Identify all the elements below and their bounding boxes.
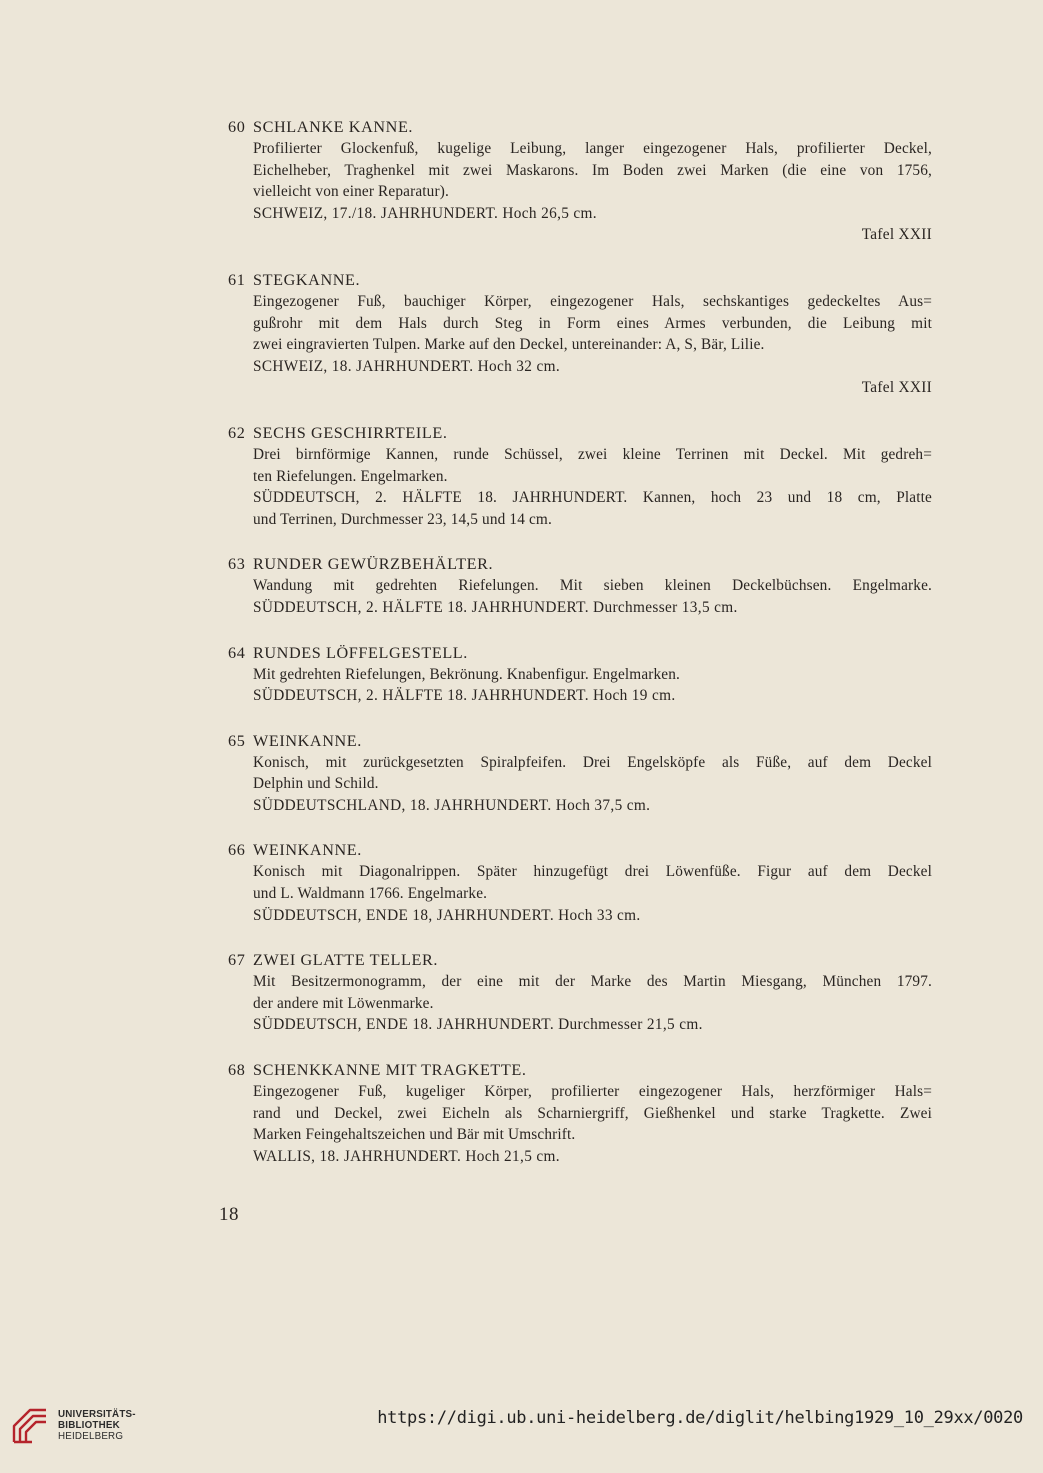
entry-title: SCHLANKE KANNE.: [253, 118, 414, 136]
entry-description-line: zwei eingravierten Tulpen. Marke auf den Deckel, untereinander: A, S, Bär, Lilie.: [253, 336, 765, 354]
catalog-entries: [228, 116, 932, 1190]
catalog-entry-66: [228, 839, 932, 926]
entry-number: 67: [228, 951, 246, 970]
entry-description-line: Drei birnförmige Kannen, runde Schüssel, zwei kleine Terrinen mit Deckel. Mit gedreh=: [253, 445, 932, 463]
entry-title: SCHENKKANNE MIT TRAGKETTE.: [253, 1061, 527, 1080]
entry-number: 60: [228, 118, 246, 136]
library-name-line: HEIDELBERG: [58, 1431, 124, 1442]
entry-description-line: der andere mit Löwenmarke.: [253, 994, 434, 1012]
library-name-line: BIBLIOTHEK: [58, 1420, 120, 1431]
entry-number: 64: [228, 643, 246, 662]
entry-description-line: Mit gedrehten Riefelungen, Bekrönung. Knabenfigur. Engelmarken.: [253, 665, 681, 683]
entry-description-line: Konisch mit Diagonalrippen. Später hinzugefügt drei Löwenfüße. Figur auf dem Deckel: [253, 863, 932, 881]
entry-number: 66: [228, 841, 246, 860]
entry-description-line: vielleicht von einer Reparatur).: [253, 183, 449, 201]
entry-number: 62: [228, 423, 246, 442]
entry-description-line: Marken Feingehaltszeichen und Bär mit Umschrift.: [253, 1126, 576, 1144]
entry-title: RUNDES LÖFFELGESTELL.: [253, 643, 468, 662]
source-url-link[interactable]: https://digi.ub.uni-heidelberg.de/diglit/helbing1929_10_29xx/0020: [377, 1408, 1023, 1428]
entry-title: STEGKANNE.: [253, 270, 361, 289]
entry-plate-reference: Tafel XXII: [861, 226, 932, 244]
entry-origin: SÜDDEUTSCH, 2. HÄLFTE 18. JAHRHUNDERT. Durchmesser 13,5 cm.: [253, 598, 738, 616]
catalog-entry-65: [228, 730, 932, 817]
entry-heading: [228, 839, 932, 861]
entry-description-line: ten Riefelungen. Engelmarken.: [253, 467, 448, 485]
entry-title: SECHS GESCHIRRTEILE.: [253, 423, 448, 442]
entry-heading: [228, 269, 932, 291]
catalog-entry-62: [228, 422, 932, 530]
entry-description-line: Wandung mit gedrehten Riefelungen. Mit sieben kleinen Deckelbüchsen. Engelmarke.: [253, 577, 932, 595]
entry-title: WEINKANNE.: [253, 841, 362, 860]
entry-description-line: Eingezogener Fuß, bauchiger Körper, eingezogener Hals, sechskantiges gedeckeltes Aus=: [253, 292, 932, 310]
entry-heading: [228, 949, 932, 971]
catalog-entry-63: [228, 553, 932, 618]
entry-origin: SÜDDEUTSCH, 2. HÄLFTE 18. JAHRHUNDERT. Hoch 19 cm.: [253, 687, 676, 705]
entry-heading: [228, 730, 932, 752]
library-logo-icon: [10, 1406, 50, 1446]
entry-origin: SÜDDEUTSCH, ENDE 18. JAHRHUNDERT. Durchmesser 21,5 cm.: [253, 1016, 703, 1034]
entry-origin: SCHWEIZ, 18. JAHRHUNDERT. Hoch 32 cm.: [253, 357, 561, 375]
entry-number: 68: [228, 1061, 246, 1080]
catalog-entry-60: [228, 116, 932, 246]
entry-description-line: und Terrinen, Durchmesser 23, 14,5 und 14 cm.: [253, 510, 552, 528]
entry-description-line: Mit Besitzermonogramm, der eine mit der Marke des Martin Miesgang, München 1797.: [253, 973, 932, 991]
entry-number: 65: [228, 731, 246, 750]
entry-origin: SCHWEIZ, 17./18. JAHRHUNDERT. Hoch 26,5 cm.: [253, 204, 597, 222]
catalog-entry-68: [228, 1059, 932, 1167]
entry-origin: SÜDDEUTSCHLAND, 18. JAHRHUNDERT. Hoch 37,5 cm.: [253, 796, 651, 814]
entry-origin: WALLIS, 18. JAHRHUNDERT. Hoch 21,5 cm.: [253, 1147, 560, 1165]
entry-number: 61: [228, 270, 246, 289]
entry-description-line: und L. Waldmann 1766. Engelmarke.: [253, 885, 488, 903]
catalog-entry-64: [228, 642, 932, 707]
library-name: [58, 1409, 136, 1442]
entry-description-line: Eichelheber, Traghenkel mit zwei Maskarons. Im Boden zwei Marken (die eine von 1756,: [253, 161, 932, 179]
entry-description-line: Profilierter Glockenfuß, kugelige Leibung, langer eingezogener Hals, profilierter Deckel,: [253, 140, 932, 157]
footer-bar: [0, 1392, 1043, 1452]
entry-number: 63: [228, 555, 246, 574]
entry-description-line: Eingezogener Fuß, kugeliger Körper, profilierter eingezogener Hals, herzförmiger Hals=: [253, 1083, 932, 1101]
entry-description-line: Konisch, mit zurückgesetzten Spiralpfeifen. Drei Engelsköpfe als Füße, auf dem Deckel: [253, 753, 932, 771]
entry-heading: [228, 553, 932, 575]
catalog-entry-67: [228, 949, 932, 1036]
entry-title: WEINKANNE.: [253, 731, 362, 750]
entry-heading: [228, 422, 932, 444]
catalog-entry-61: [228, 269, 932, 399]
page-number: 18: [219, 1204, 239, 1225]
entry-heading: [228, 642, 932, 664]
entry-title: RUNDER GEWÜRZBEHÄLTER.: [253, 555, 494, 574]
entry-heading: [228, 1059, 932, 1081]
entry-description-line: Delphin und Schild.: [253, 775, 379, 793]
entry-title: ZWEI GLATTE TELLER.: [253, 951, 439, 970]
entry-description-line: SÜDDEUTSCH, 2. HÄLFTE 18. JAHRHUNDERT. Kannen, hoch 23 und 18 cm, Platte: [253, 489, 932, 507]
entry-description-line: gußrohr mit dem Hals durch Steg in Form eines Armes verbunden, die Leibung mit: [253, 314, 932, 332]
entry-heading: [228, 116, 932, 138]
library-name-line: UNIVERSITÄTS-: [58, 1409, 136, 1420]
entry-description-line: rand und Deckel, zwei Eicheln als Scharniergriff, Gießhenkel und starke Tragkette. Zwei: [253, 1104, 932, 1122]
entry-origin: SÜDDEUTSCH, ENDE 18, JAHRHUNDERT. Hoch 33 cm.: [253, 906, 641, 924]
entry-plate-reference: Tafel XXII: [861, 379, 932, 397]
